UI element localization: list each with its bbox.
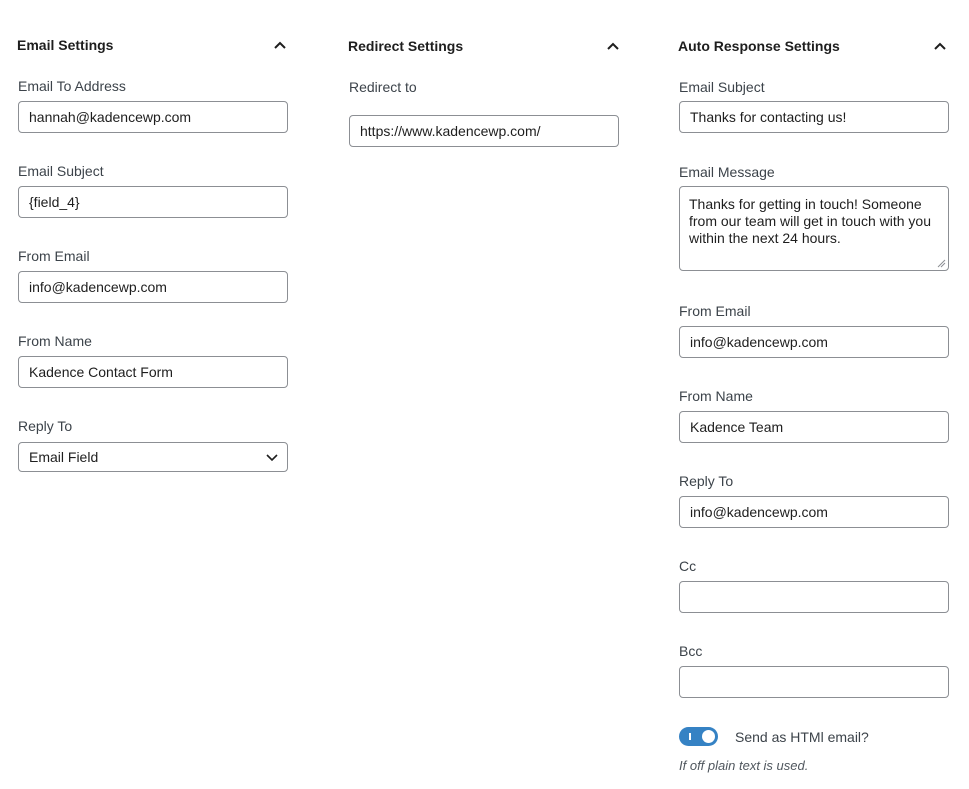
reply-to-select[interactable] xyxy=(18,442,288,472)
auto-response-settings-title[interactable]: Auto Response Settings xyxy=(678,38,840,54)
auto-from-email-label: From Email xyxy=(679,303,751,319)
toggle-knob xyxy=(702,730,715,743)
from-email-label: From Email xyxy=(18,248,90,264)
reply-to-selected-value: Email Field xyxy=(29,449,99,465)
bcc-input[interactable] xyxy=(679,666,949,698)
auto-subject-label: Email Subject xyxy=(679,79,765,95)
chevron-up-icon[interactable] xyxy=(272,37,288,53)
redirect-to-input[interactable]: https://www.kadencewp.com/ xyxy=(349,115,619,147)
email-subject-input[interactable]: {field_4} xyxy=(18,186,288,218)
email-settings-title[interactable]: Email Settings xyxy=(17,37,114,53)
chevron-up-icon[interactable] xyxy=(605,38,621,54)
auto-message-text: Thanks for getting in touch! Someone from our team will get in touch with you within the next 24 hours. xyxy=(689,196,931,246)
auto-from-email-input[interactable]: info@kadencewp.com xyxy=(679,326,949,358)
auto-reply-to-input[interactable]: info@kadencewp.com xyxy=(679,496,949,528)
chevron-up-icon[interactable] xyxy=(932,38,948,54)
email-to-input[interactable]: hannah@kadencewp.com xyxy=(18,101,288,133)
toggle-on-indicator xyxy=(689,733,691,740)
reply-to-label: Reply To xyxy=(18,418,73,434)
auto-from-name-label: From Name xyxy=(679,388,753,404)
redirect-to-label: Redirect to xyxy=(349,79,417,95)
email-to-label: Email To Address xyxy=(18,78,126,94)
auto-from-name-input[interactable]: Kadence Team xyxy=(679,411,949,443)
html-email-toggle[interactable] xyxy=(679,727,718,746)
from-name-input[interactable]: Kadence Contact Form xyxy=(18,356,288,388)
chevron-down-icon xyxy=(265,450,279,464)
resize-handle-icon[interactable] xyxy=(937,259,946,268)
auto-message-label: Email Message xyxy=(679,164,775,180)
html-email-toggle-label[interactable]: Send as HTMl email? xyxy=(735,729,869,745)
email-subject-label: Email Subject xyxy=(18,163,104,179)
bcc-label: Bcc xyxy=(679,643,703,659)
from-name-label: From Name xyxy=(18,333,92,349)
auto-subject-input[interactable]: Thanks for contacting us! xyxy=(679,101,949,133)
redirect-settings-title[interactable]: Redirect Settings xyxy=(348,38,464,54)
html-email-help-text: If off plain text is used. xyxy=(679,758,809,773)
from-email-input[interactable]: info@kadencewp.com xyxy=(18,271,288,303)
cc-label: Cc xyxy=(679,558,697,574)
auto-reply-to-label: Reply To xyxy=(679,473,734,489)
auto-message-textarea[interactable] xyxy=(679,186,949,271)
cc-input[interactable] xyxy=(679,581,949,613)
